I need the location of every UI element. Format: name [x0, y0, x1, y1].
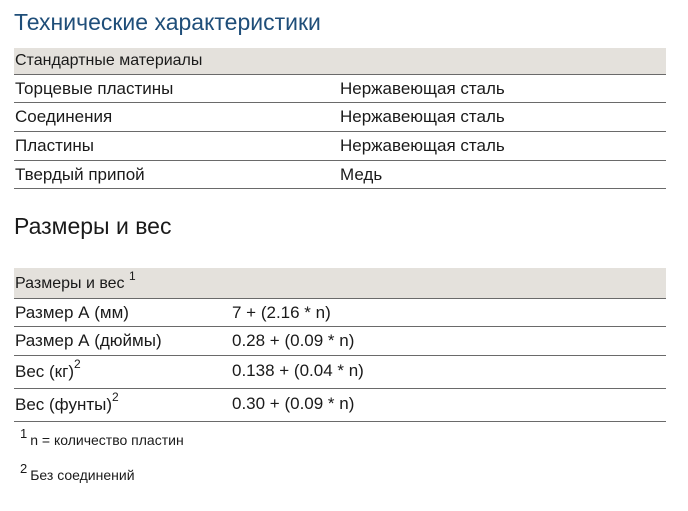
dimension-value: 0.28 + (0.09 * n)	[232, 331, 355, 350]
table-row	[14, 327, 666, 356]
dimension-label: Вес (фунты)$^2$	[15, 390, 119, 414]
footnote-ref: 2	[112, 390, 119, 405]
materials-table-header	[14, 48, 666, 75]
table-row	[14, 75, 666, 103]
material-value: Медь	[340, 165, 383, 184]
materials-header-label: Стандартные материалы	[15, 52, 203, 69]
dimensions-table	[14, 268, 666, 422]
footnote-number: 1	[20, 426, 28, 442]
footnote-text: Без соединений	[30, 467, 135, 483]
dimensions-header-label: Размеры и вес $^1$	[15, 268, 136, 292]
footnote	[20, 461, 135, 483]
material-value: Нержавеющая сталь	[340, 107, 505, 126]
dimension-label: Вес (кг)$^2$	[15, 357, 81, 381]
footnote-ref: 2	[73, 357, 81, 372]
table-row	[14, 132, 666, 161]
material-label: Торцевые пластины	[15, 79, 174, 98]
table-row	[14, 389, 666, 422]
materials-table	[14, 48, 666, 189]
footnote-ref: 1	[129, 268, 136, 283]
dimension-value: 0.30 + (0.09 * n)	[232, 394, 355, 413]
dimension-label: Размер А (мм)	[15, 303, 129, 322]
footnote-text: n = количество пластин	[30, 432, 184, 448]
table-row	[14, 103, 666, 132]
material-value: Нержавеющая сталь	[340, 136, 505, 155]
dimensions-table-header	[14, 268, 666, 299]
footnote-number: 2	[20, 461, 28, 477]
material-label: Соединения	[15, 107, 113, 126]
material-label: Пластины	[15, 136, 94, 155]
dimension-label: Размер А (дюймы)	[15, 331, 162, 350]
table-row	[14, 356, 666, 389]
dimension-value: 7 + (2.16 * n)	[232, 303, 331, 322]
table-row	[14, 299, 666, 327]
dimension-value: 0.138 + (0.04 * n)	[232, 361, 364, 380]
material-label: Твердый припой	[15, 165, 145, 184]
section-title: Размеры и вес	[14, 213, 172, 239]
footnote	[20, 426, 184, 448]
page-title: Технические характеристики	[14, 9, 321, 35]
material-value: Нержавеющая сталь	[340, 79, 505, 98]
table-row	[14, 161, 666, 189]
